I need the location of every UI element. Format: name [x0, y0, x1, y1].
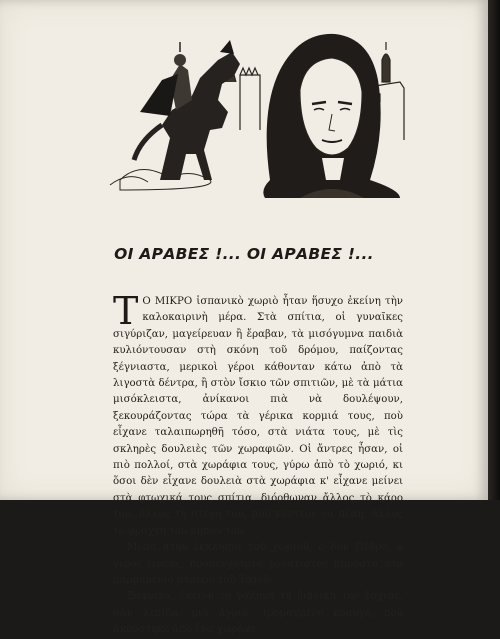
chapter-title: ΟΙ ΑΡΑΒΕΣ !... ΟΙ ΑΡΑΒΕΣ !...: [114, 245, 374, 263]
paragraph-text: Ο ΜΙΚΡΟ ἱσπανικὸ χωριὸ ἦταν ἥσυχο ἐκείνη τὴν καλοκαιρινὴ μέρα. Στὰ σπίτια, οἱ γυναῖκες σιγύριζαν, μαγείρευαν ἢ ἔραβαν, τὰ μισόγυμνα παιδιὰ κυλιόντουσαν στὴ σκόνη τοῦ δρόμου, παίζοντας ξέγνιαστα, μερικοὶ γέροι κάθονταν κάτω ἀπὸ τὰ λιγοστὰ δέντρα, ἢ στὸν ἴσκιο τῶν σπιτιῶν, μὲ τὰ μάτια μισόκλειστα, ἀνίκανοι πιὰ νὰ δουλέψουν, ξεκουράζοντας τώρα τὰ γέρικα κορμιά τους, ποὺ εἶχανε ταλαιπωρηθῆ τόσο, στὰ νιάτα τους, μὲ τὶς σκληρὲς δουλειὲς τῶν χωραφιῶν. Οἱ ἄντρες ἦσαν, οἱ πιὸ πολλοί, στὰ χωράφια τους, γύρω ἀπὸ τὸ χωριό, κι ὅσοι δὲν εἶχανε δουλειὰ στὰ χωράφια κ' εἶχανε μείνει στὰ φτωχικά τους σπίτια, διόρθωναν ἄλλος τὸ κάρο του, ἄλλος τὴ στέγη του, ποὺ κόντευε νὰ πέση, ἄλλος τὸ φράχτη τοῦ κήπου του.: [113, 296, 403, 537]
paragraph: Μέσα στὴν ἐκκλησία τοῦ χωριοῦ, ὁ δὸν Πέδρο, ὁ γέρος ἱερέας, προσευχότανε γονατιστὸς μπροστὰ στὸ μαρμαρένιο σταυρὸ τοῦ Ἰησοῦ.: [113, 542, 403, 586]
woman-portrait: [263, 34, 400, 198]
paragraph: Ξαφνικά, ἐκείνη τὴ γαλήνη τὴ βιβλικὴ τὴν ἔσχισε, σὰν λεπίδα, μιὰ ἄγρια, τρομαγμένη κραυγή, ποὺ ἀκούστηκε ἀπὸ ἕνα χωράφι: [113, 591, 403, 636]
page-edge: [488, 0, 500, 500]
drop-cap: Τ: [113, 289, 139, 333]
paragraph: [113, 289, 403, 540]
chapter-body: [113, 289, 403, 639]
knight-on-horse: [110, 40, 240, 190]
chapter-illustration: [100, 30, 412, 198]
